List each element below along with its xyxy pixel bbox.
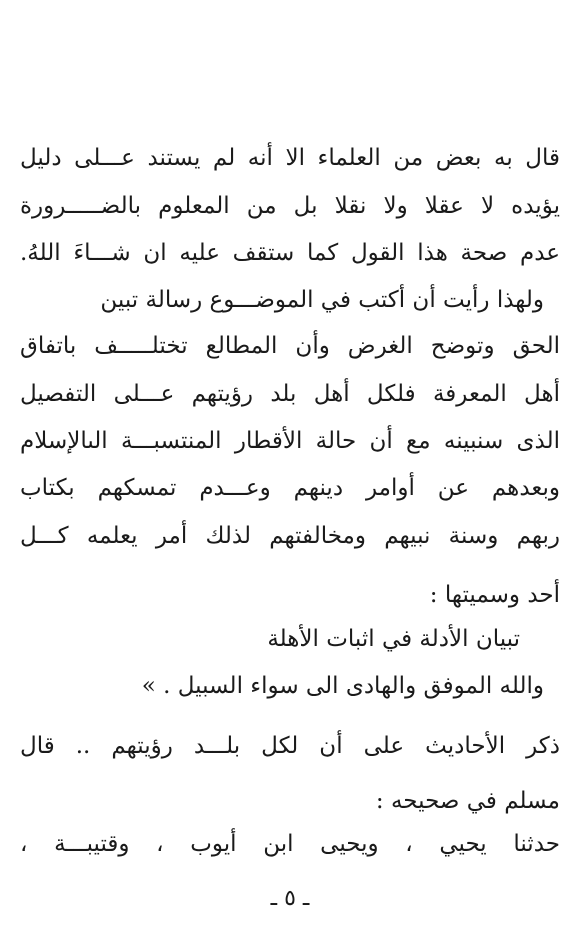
book-title-line: تبيان الأدلة في اثبات الأهلة: [267, 626, 520, 652]
text-line-7: الذى سنبينه مع أن حالة الأقطار المنتسبـــة الىالإسلام: [20, 428, 560, 454]
text-line-8: وبعدهم عن أوامر دينهم وعـــدم تمسكهم بكتاب: [20, 475, 560, 501]
text-line-14: مسلم في صحيحه :: [375, 788, 560, 814]
text-line-6: أهل المعرفة فلكل أهل بلد رؤيتهم عـــلى التفصيل: [20, 381, 560, 407]
text-line-9: ربهم وسنة نبيهم ومخالفتهم لذلك أمر يعلمه كـــل: [20, 523, 560, 549]
text-line-3: عدم صحة هذا القول كما ستقف عليه ان شـــاءَ اللهُ.: [20, 240, 560, 266]
text-line-4: ولهذا رأيت أن أكتب في الموضـــوع رسالة تبين: [100, 287, 544, 313]
text-line-10: أحد وسميتها :: [429, 582, 560, 608]
text-line-2: يؤيده لا عقلا ولا نقلا بل من المعلوم بالضـــــرورة: [20, 193, 560, 219]
text-line-1: قال به بعض من العلماء الا أنه لم يستند عـــلى دليل: [20, 145, 560, 171]
text-line-5: الحق وتوضح الغرض وأن المطالع تختلـــــف باتفاق: [20, 333, 560, 359]
closing-line: والله الموفق والهادى الى سواء السبيل . »: [141, 673, 544, 699]
section-heading-line: ذكر الأحاديث على أن لكل بلـــد رؤيتهم .. قال: [20, 733, 560, 759]
page-number: ـ ٥ ـ: [270, 886, 310, 911]
text-line-15: حدثنا يحيي ، ويحيى ابن أيوب ، وقتيبـــة ،: [20, 831, 560, 857]
